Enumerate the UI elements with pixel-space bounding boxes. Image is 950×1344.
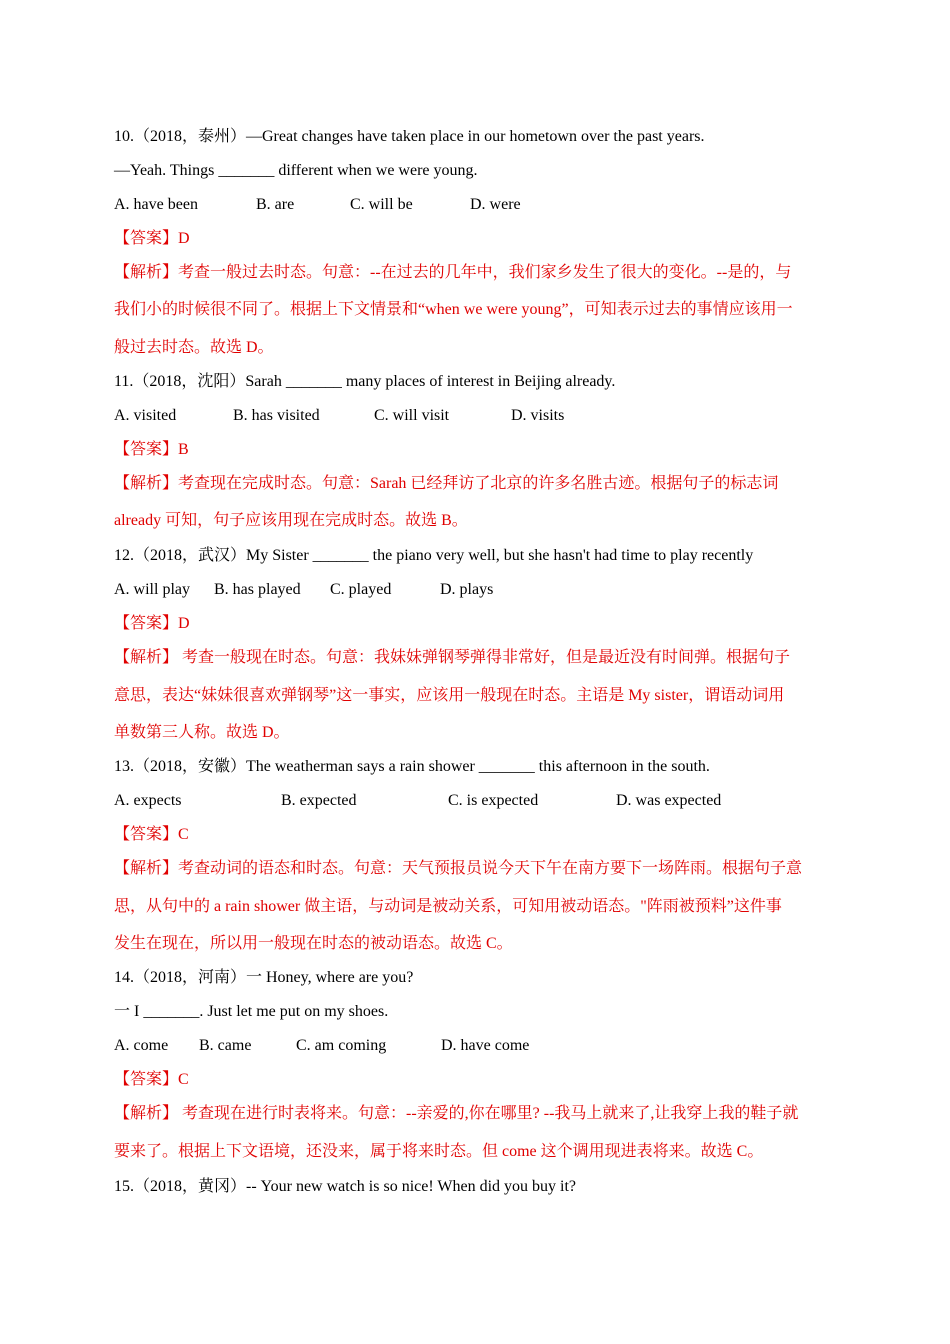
question-11-answer: 【答案】B <box>114 441 189 458</box>
question-12-answer: 【答案】D <box>114 615 190 632</box>
question-14-analysis-line-2: 要来了。根据上下文语境，还没来，属于将来时态。但 come 这个调用现进表将来。故选 C。 <box>114 1143 764 1160</box>
option-a: A. have been <box>114 196 198 213</box>
question-10-stem-line-2: —Yeah. Things _______ different when we were young. <box>114 162 478 179</box>
option-c: C. will be <box>350 196 413 213</box>
question-11-analysis-line-2: already 可知，句子应该用现在完成时态。故选 B。 <box>114 512 468 529</box>
question-15-stem-line-1: 15.（2018，黄冈）-- Your new watch is so nice! When did you buy it? <box>114 1178 577 1195</box>
option-a: A. visited <box>114 407 177 424</box>
question-10-analysis-line-2: 我们小的时候很不同了。根据上下文情景和“when we were young”，可知表示过去的事情应该用一 <box>114 301 793 318</box>
question-13-stem-line-1: 13.（2018，安徽）The weatherman says a rain shower _______ this afternoon in the south. <box>114 758 710 775</box>
option-d: D. were <box>470 196 521 213</box>
option-b: B. expected <box>281 792 357 809</box>
option-c: C. played <box>330 581 392 598</box>
question-14-stem-line-1: 14.（2018，河南）一 Honey, where are you? <box>114 969 414 986</box>
question-13-analysis-line-2: 思，从句中的 a rain shower 做主语，与动词是被动关系，可知用被动语态。"阵雨被预料”这件事 <box>114 898 782 915</box>
option-a: A. will play <box>114 581 190 598</box>
question-10-stem-line-1: 10.（2018，泰州）—Great changes have taken place in our hometown over the past years. <box>114 128 705 145</box>
option-a: A. come <box>114 1037 169 1054</box>
option-a: A. expects <box>114 792 182 809</box>
option-d: D. plays <box>440 581 494 598</box>
question-11-stem-line-1: 11.（2018，沈阳）Sarah _______ many places of interest in Beijing already. <box>114 373 616 390</box>
question-13-analysis-line-1: 【解析】考查动词的语态和时态。句意：天气预报员说今天下午在南方要下一场阵雨。根据句子意 <box>114 860 803 877</box>
question-10-answer: 【答案】D <box>114 230 190 247</box>
question-11-analysis-line-1: 【解析】考查现在完成时态。句意：Sarah 已经拜访了北京的许多名胜古迹。根据句子的标志词 <box>114 475 779 492</box>
question-10-analysis-line-1: 【解析】考查一般过去时态。句意：--在过去的几年中，我们家乡发生了很大的变化。--是的，与 <box>114 264 792 281</box>
question-10-analysis-line-3: 般过去时态。故选 D。 <box>114 339 274 356</box>
option-d: D. visits <box>511 407 565 424</box>
option-b: B. has visited <box>233 407 320 424</box>
question-14-answer: 【答案】C <box>114 1071 189 1088</box>
question-14-analysis-line-1: 【解析】 考查现在进行时表将来。句意：--亲爱的,你在哪里? --我马上就来了,让我穿上我的鞋子就 <box>114 1105 799 1122</box>
question-12-analysis-line-1: 【解析】 考查一般现在时态。句意：我妹妹弹钢琴弹得非常好，但是最近没有时间弹。根据句子 <box>114 649 791 666</box>
option-b: B. are <box>256 196 295 213</box>
question-12-stem-line-1: 12.（2018，武汉）My Sister _______ the piano very well, but she hasn't had time to play recently <box>114 547 754 564</box>
option-c: C. is expected <box>448 792 539 809</box>
option-d: D. have come <box>441 1037 530 1054</box>
question-12-analysis-line-2: 意思，表达“妹妹很喜欢弹钢琴”这一事实，应该用一般现在时态。主语是 My sister，谓语动词用 <box>114 687 785 704</box>
option-b: B. came <box>199 1037 252 1054</box>
option-c: C. will visit <box>374 407 450 424</box>
question-13-analysis-line-3: 发生在现在，所以用一般现在时态的被动语态。故选 C。 <box>114 935 513 952</box>
question-12-analysis-line-3: 单数第三人称。故选 D。 <box>114 724 290 741</box>
question-13-answer: 【答案】C <box>114 826 189 843</box>
option-d: D. was expected <box>616 792 722 809</box>
question-14-stem-line-2: 一 I _______. Just let me put on my shoes. <box>114 1003 389 1020</box>
option-c: C. am coming <box>296 1037 387 1054</box>
option-b: B. has played <box>214 581 301 598</box>
